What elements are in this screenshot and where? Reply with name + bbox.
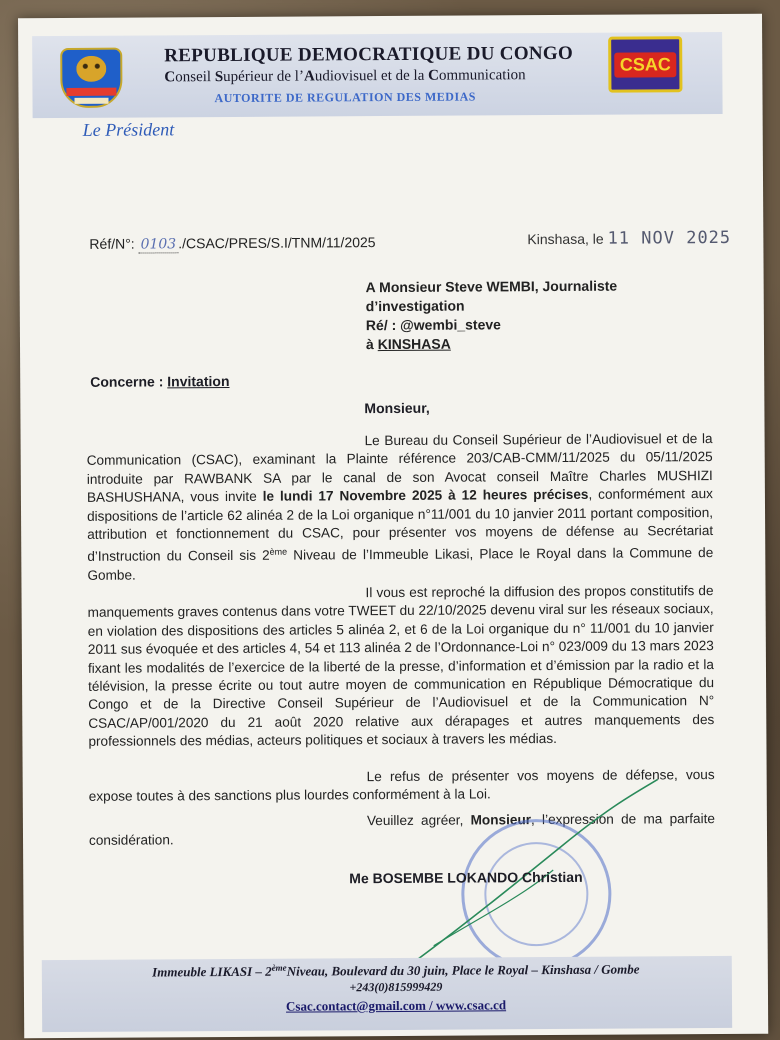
letterhead-authority: AUTORITE DE REGULATION DES MEDIAS: [214, 89, 476, 106]
coat-banner: [74, 98, 108, 104]
letterhead-subtitle: Conseil Supérieur de l’Audiovisuel et de la Communication: [164, 67, 526, 86]
addressee-handle: Ré/ : @wembi_steve: [365, 316, 501, 334]
csac-logo-text: CSAC: [615, 52, 676, 77]
date-stamp: 11 NOV 2025: [607, 227, 732, 249]
csac-logo: [608, 36, 682, 92]
letter-page: [18, 14, 768, 1039]
addressee-block: [366, 276, 686, 354]
president-heading: Le Président: [82, 119, 175, 140]
signatory-name: Me BOSEMBE LOKANDO Christian: [349, 868, 583, 887]
footer-contact-links[interactable]: Csac.contact@gmail.com / www.csac.cd: [285, 997, 507, 1014]
letterhead-title: REPUBLIQUE DEMOCRATIQUE DU CONGO: [164, 42, 574, 67]
footer-address: Immeuble LIKASI – 2èmeNiveau, Boulevard du 30 juin, Place le Royal – Kinshasa / Gombe: [152, 961, 640, 980]
paragraph-invitation: Le Bureau du Conseil Supérieur de l’Audiovisuel et de la Communication (CSAC), examinant la Plainte référence 203/CAB-CMM/11/2025 du 05/11/2025 introduite par RAWBANK SA par le canal de son Avocat conseil Maître Charles MUSHIZI BASHUSHANA, vous invite le lundi 17 Novembre 2025 à 12 heures précises, conformément aux dispositions de l’article 62 alinéa 2 de la Loi organique n°11/001 du 10 janvier 2011 portant composition, attribution et fonctionnement du CSAC, pour présenter vos moyens de défense au Secrétariat d’Instruction du Conseil sis 2ème Niveau de l’Immeuble Likasi, Place le Royal dans la Commune de Gombe.: [86, 431, 714, 583]
paragraph-closing: Veuillez agréer, Monsieur, l’expression de ma parfaite considération.: [88, 811, 715, 849]
leopard-head-icon: [76, 56, 106, 82]
coat-ribbon: [66, 88, 116, 96]
coat-of-arms-icon: [60, 48, 122, 108]
salutation: Monsieur,: [364, 399, 430, 417]
handwritten-ref-number: 0103: [139, 236, 179, 253]
subject-line: Concerne : Invitation: [90, 372, 230, 390]
footer-phone: +243(0)815999429: [349, 979, 443, 995]
addressee-town: à KINSHASA: [365, 335, 451, 353]
addressee-name: A Monsieur Steve WEMBI, Journaliste d’investigation: [365, 277, 618, 315]
paragraph-sanctions: Le refus de présenter vos moyens de défense, vous expose toutes à des sanctions plus lourdes conformément à la Loi.: [88, 767, 715, 805]
paragraph-charges: Il vous est reproché la diffusion des propos constitutifs de manquements graves contenus dans votre TWEET du 22/10/2025 devenu viral sur les réseaux sociaux, en violation des dispositions des articles 5 alinéa 2, et 6 de la Loi organique du n° 11/001 du 10 janvier 2011 sus évoquée et des articles 4, 54 et 113 alinéa 2 de l’Ordonnance-Loi n° 023/009 du 13 mars 2023 fixant les modalités de l’exercice de la liberté de la presse, d’information et d’émission par la radio et la télévision, la presse écrite ou tout autre moyen de communication en République Démocratique du Congo et de la Directive Conseil Supérieur de l’Audiovisuel et de la Communication N° CSAC/AP/001/2020 du 21 août 2020 relative aux dérapages et autres manquements des professionnels des médias, acteurs politiques et sociaux à travers les médias.: [87, 583, 715, 750]
reference-number: Réf/N°: 0103 ./CSAC/PRES/S.I/TNM/11/2025: [89, 234, 376, 253]
letter-date: Kinshasa, le 11 NOV 2025: [527, 227, 732, 249]
